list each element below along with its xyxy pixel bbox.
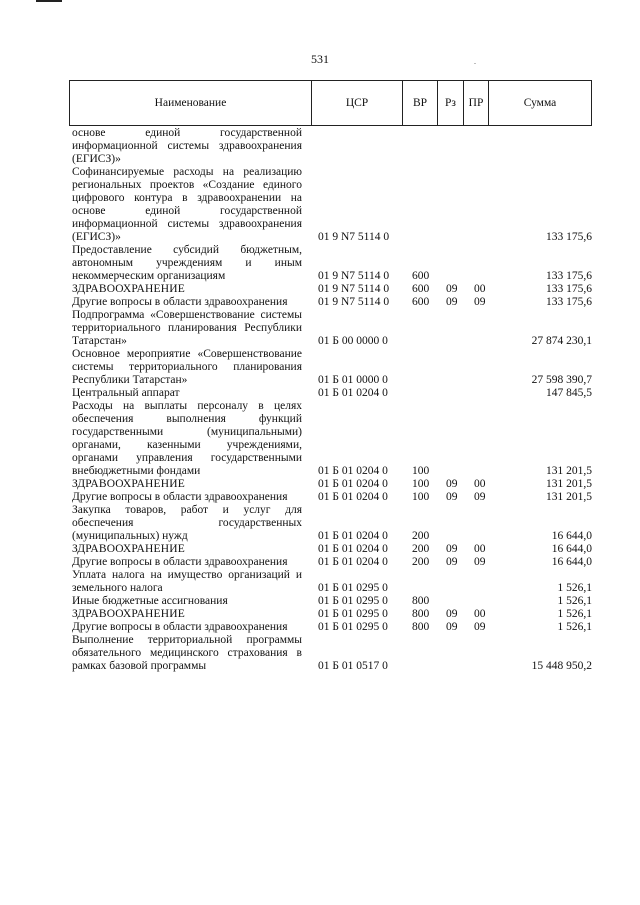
row-vr: 800 — [412, 595, 430, 607]
row-pr: 00 — [474, 543, 486, 555]
row-name: ЗДРАВООХРАНЕНИЕ — [72, 283, 186, 295]
row-sum: 133 175,6 — [546, 270, 592, 282]
row-vr: 200 — [412, 543, 430, 555]
row-rz: 09 — [446, 296, 458, 308]
row-vr: 200 — [412, 556, 430, 568]
row-name: Другие вопросы в области здравоохранения — [72, 556, 288, 568]
row-code: 01 Б 01 0000 0 — [318, 374, 388, 386]
row-vr: 100 — [412, 478, 430, 490]
row-name: Другие вопросы в области здравоохранения — [72, 621, 288, 633]
row-rz: 09 — [446, 543, 458, 555]
margin-mark: . — [474, 57, 476, 66]
row-sum: 1 526,1 — [557, 621, 592, 633]
table-row — [72, 244, 592, 283]
row-code: 01 Б 01 0295 0 — [318, 582, 388, 594]
row-values — [72, 465, 592, 478]
row-values — [72, 595, 592, 608]
top-rule — [36, 0, 62, 2]
table-row — [72, 504, 592, 543]
row-values — [72, 387, 592, 400]
row-name: Уплата налога на имущество организаций и земельного налога — [72, 569, 305, 594]
table-row — [72, 400, 592, 478]
row-sum: 133 175,6 — [546, 283, 592, 295]
row-values — [72, 660, 592, 673]
row-name: Предоставление субсидий бюджетным, автономным учреждениям и иным некоммерческим организациям — [72, 244, 305, 282]
row-values — [72, 478, 592, 491]
row-sum: 16 644,0 — [551, 530, 592, 542]
row-sum: 131 201,5 — [546, 478, 592, 490]
table-row — [72, 348, 592, 387]
row-vr: 100 — [412, 491, 430, 503]
row-code: 01 9 N7 5114 0 — [318, 296, 390, 308]
header-rz: Рз — [437, 81, 463, 125]
row-values — [72, 283, 592, 296]
row-rz: 09 — [446, 478, 458, 490]
row-name: Закупка товаров, работ и услуг для обеспечения государственных (муниципальных) нужд — [72, 504, 305, 542]
row-sum: 147 845,5 — [546, 387, 592, 399]
row-name: основе единой государственной информационной системы здравоохранения (ЕГИСЗ)» — [72, 127, 305, 165]
row-sum: 1 526,1 — [557, 595, 592, 607]
row-sum: 1 526,1 — [557, 608, 592, 620]
row-values — [72, 582, 592, 595]
table-row — [72, 387, 592, 400]
row-values — [72, 335, 592, 348]
page-number: 531 — [311, 52, 329, 66]
table-row — [72, 166, 592, 244]
row-sum: 131 201,5 — [546, 465, 592, 477]
row-pr: 09 — [474, 296, 486, 308]
table-row — [72, 621, 592, 634]
table-row — [72, 478, 592, 491]
row-rz: 09 — [446, 491, 458, 503]
row-code: 01 Б 01 0295 0 — [318, 608, 388, 620]
row-pr: 09 — [474, 491, 486, 503]
row-name: Иные бюджетные ассигнования — [72, 595, 228, 607]
row-values — [72, 296, 592, 309]
row-rz: 09 — [446, 608, 458, 620]
row-values — [72, 621, 592, 634]
row-name: Софинансируемые расходы на реализацию региональных проектов «Создание единого цифрового контура в здравоохранении на основе единой государственной информационной системы здравоохранения (ЕГИСЗ)» — [72, 166, 305, 243]
row-name: Расходы на выплаты персоналу в целях обеспечения выполнения функций государственными (муниципальными) органами, казенными учреждениями, органами управления государственными внебюджетными фондами — [72, 400, 305, 477]
row-sum: 27 598 390,7 — [531, 374, 592, 386]
row-name: ЗДРАВООХРАНЕНИЕ — [72, 608, 186, 620]
row-name: Центральный аппарат — [72, 387, 180, 399]
row-pr: 00 — [474, 608, 486, 620]
row-values — [72, 530, 592, 543]
row-code: 01 Б 00 0000 0 — [318, 335, 388, 347]
row-name: Выполнение территориальной программы обязательного медицинского страхования в рамках базовой программы — [72, 634, 305, 672]
row-values — [72, 608, 592, 621]
row-sum: 15 448 950,2 — [531, 660, 592, 672]
row-values — [72, 556, 592, 569]
row-code: 01 Б 01 0295 0 — [318, 621, 388, 633]
row-code: 01 Б 01 0204 0 — [318, 478, 388, 490]
row-name: Другие вопросы в области здравоохранения — [72, 296, 288, 308]
row-pr: 00 — [474, 283, 486, 295]
row-sum: 133 175,6 — [546, 296, 592, 308]
row-code: 01 Б 01 0204 0 — [318, 556, 388, 568]
row-code: 01 9 N7 5114 0 — [318, 283, 390, 295]
row-values — [72, 231, 592, 244]
row-values — [72, 543, 592, 556]
row-sum: 133 175,6 — [546, 231, 592, 243]
row-values — [72, 491, 592, 504]
row-rz: 09 — [446, 283, 458, 295]
row-vr: 600 — [412, 270, 430, 282]
row-values — [72, 270, 592, 283]
table-header — [69, 80, 592, 126]
row-name: ЗДРАВООХРАНЕНИЕ — [72, 478, 186, 490]
row-vr: 100 — [412, 465, 430, 477]
row-code: 01 9 N7 5114 0 — [318, 270, 390, 282]
table-row — [72, 127, 592, 166]
table-row — [72, 595, 592, 608]
table-row — [72, 296, 592, 309]
row-vr: 600 — [412, 296, 430, 308]
table-body — [72, 127, 592, 673]
row-code: 01 Б 01 0517 0 — [318, 660, 388, 672]
row-values — [72, 153, 592, 166]
row-code: 01 Б 01 0204 0 — [318, 387, 388, 399]
row-vr: 600 — [412, 283, 430, 295]
row-sum: 27 874 230,1 — [531, 335, 592, 347]
table-row — [72, 634, 592, 673]
table-row — [72, 608, 592, 621]
row-rz: 09 — [446, 556, 458, 568]
row-pr: 09 — [474, 556, 486, 568]
row-vr: 200 — [412, 530, 430, 542]
row-sum: 16 644,0 — [551, 543, 592, 555]
table-row — [72, 309, 592, 348]
row-code: 01 Б 01 0204 0 — [318, 465, 388, 477]
row-code: 01 Б 01 0204 0 — [318, 491, 388, 503]
header-vr: ВР — [402, 81, 437, 125]
table-row — [72, 283, 592, 296]
row-pr: 00 — [474, 478, 486, 490]
row-code: 01 Б 01 0204 0 — [318, 530, 388, 542]
row-sum: 1 526,1 — [557, 582, 592, 594]
row-sum: 16 644,0 — [551, 556, 592, 568]
header-pr: ПР — [463, 81, 488, 125]
header-name: Наименование — [154, 97, 227, 109]
row-rz: 09 — [446, 621, 458, 633]
table-row — [72, 556, 592, 569]
row-name: Подпрограмма «Совершенствование системы территориального планирования Республики Татарстан» — [72, 309, 305, 347]
row-vr: 800 — [412, 621, 430, 633]
row-pr: 09 — [474, 621, 486, 633]
row-code: 01 Б 01 0295 0 — [318, 595, 388, 607]
row-sum: 131 201,5 — [546, 491, 592, 503]
row-name: ЗДРАВООХРАНЕНИЕ — [72, 543, 186, 555]
table-row — [72, 569, 592, 595]
table-row — [72, 543, 592, 556]
row-values — [72, 374, 592, 387]
row-vr: 800 — [412, 608, 430, 620]
header-sum: Сумма — [488, 81, 591, 125]
table-row — [72, 491, 592, 504]
header-csr: ЦСР — [311, 81, 402, 125]
row-code: 01 9 N7 5114 0 — [318, 231, 390, 243]
row-name: Основное мероприятие «Совершенствование системы территориального планирования Республики Татарстан» — [72, 348, 305, 386]
row-name: Другие вопросы в области здравоохранения — [72, 491, 288, 503]
row-code: 01 Б 01 0204 0 — [318, 543, 388, 555]
